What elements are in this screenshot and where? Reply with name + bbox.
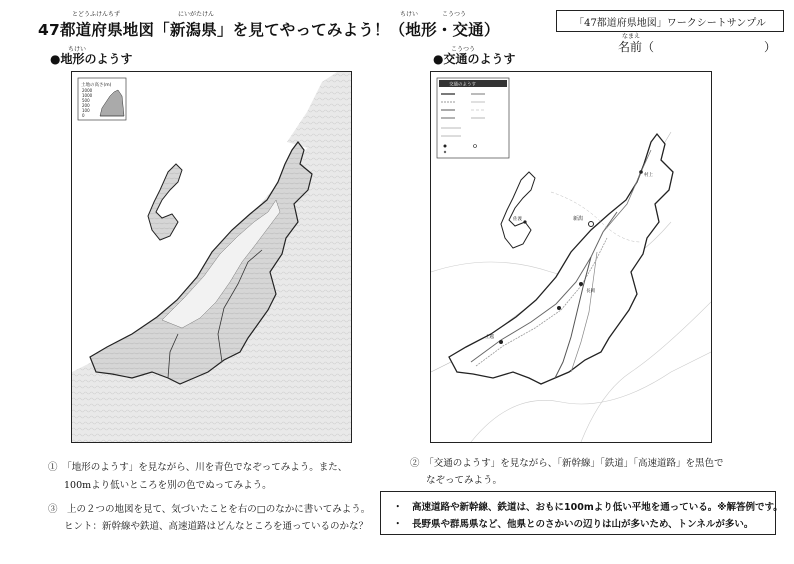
terrain-heading: ●地形のようす: [50, 52, 133, 66]
legend-level-0: 2000: [82, 88, 93, 93]
question-2-line-2: なぞってみよう。: [426, 475, 503, 486]
question-2-line-1: ② 「交通のようす」を見ながら、「新幹線」「鉄道」「高速道路」を黒色で: [410, 458, 724, 469]
title-ruby-niigata: にいがたけん: [178, 11, 215, 18]
traffic-legend-title: 交通のようす: [449, 82, 476, 88]
traffic-legend: [437, 78, 509, 158]
traffic-heading: ●交通のようす: [433, 52, 516, 66]
legend-level-5: 0: [82, 113, 85, 118]
legend-level-1: 1000: [82, 93, 93, 98]
answer-line-1: ・ 高速道路や新幹線、鉄道は、おもに100mより低い平地を通っている。※解答例です。: [393, 502, 783, 513]
city-label-joetsu: 上越: [485, 335, 494, 340]
legend-title: 土地の高さ(m): [81, 83, 112, 88]
city-label-nagaoka: 長岡: [586, 289, 595, 294]
city-label-murakami: 村上: [644, 173, 653, 178]
question-1-line-1: ① 「地形のようす」を見ながら、川を青色でなぞってみよう。また、: [48, 462, 348, 473]
legend-level-3: 200: [82, 103, 90, 108]
question-3-line-1: ③ 上の２つの地図を見て、気づいたことを右の□のなかに書いてみよう。: [48, 504, 371, 515]
terrain-map-graphic: [72, 72, 351, 442]
traffic-map-graphic: [431, 72, 711, 442]
worksheet-badge: 「47都道府県地図」ワークシートサンプル: [556, 10, 784, 32]
title-ruby-koutsuu: こうつう: [442, 11, 467, 18]
city-label-niigata: 新潟: [573, 216, 584, 222]
name-field[interactable]: [618, 38, 776, 55]
title-ruby-chikei: ちけい: [400, 11, 419, 18]
right-heading-ruby: こうつう: [451, 46, 476, 53]
traffic-map: [430, 71, 712, 443]
question-3-hint: ヒント：新幹線や鉄道、高速道路はどんなところを通っているのかな？: [64, 521, 369, 532]
question-1-line-2: 100mより低いところを別の色でぬってみよう。: [64, 480, 272, 491]
left-heading-ruby: ちけい: [68, 46, 87, 53]
name-ruby: なまえ: [622, 33, 641, 40]
name-close: ）: [764, 40, 777, 54]
legend-level-2: 500: [82, 98, 90, 103]
name-label: 名前（: [618, 40, 655, 54]
page-title: 47都道府県地図「新潟県」を見てやってみよう！（地形・交通）: [38, 21, 500, 39]
city-label-sado: 佐渡: [513, 217, 522, 222]
elevation-legend: [78, 78, 126, 120]
terrain-map: [71, 71, 352, 443]
legend-level-4: 100: [82, 108, 90, 113]
answer-box[interactable]: [380, 491, 783, 535]
answer-line-2: ・ 長野県や群馬県など、他県とのさかいの辺りは山が多いため、トンネルが多い。: [393, 519, 754, 530]
title-ruby-todofuken: とどうふけんちず: [72, 11, 121, 18]
